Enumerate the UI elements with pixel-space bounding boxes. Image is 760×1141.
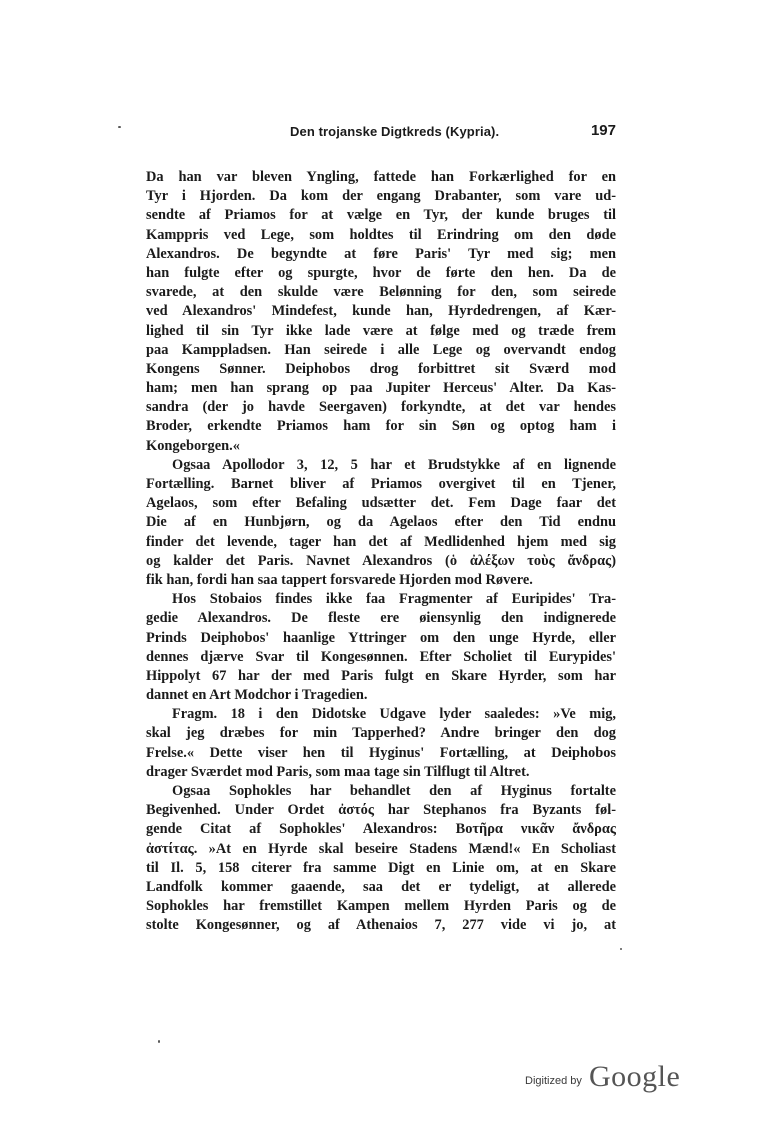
body-text (146, 168, 616, 936)
text-line: paa Kamppladsen. Han seirede i alle Lege og overvandt endog (146, 341, 616, 358)
text-line: finder det levende, tager han det af Medlidenhed hjem med sig (146, 533, 616, 550)
scan-speck (620, 948, 622, 950)
text-line: Kongens Sønner. Deiphobos drog forbittret sit Sværd mod (146, 360, 616, 377)
text-line: fik han, fordi han saa tappert forsvarede Hjorden mod Røvere. (146, 571, 533, 588)
text-line: lighed til sin Tyr ikke lade være at følge med og træde frem (146, 322, 616, 339)
text-line: skal jeg dræbes for min Tapperhed? Andre bringer den dog (146, 725, 616, 742)
text-line: sandra (der jo havde Seergaven) forkyndte, at det var hendes (146, 399, 616, 416)
text-line: ham; men han sprang op paa Jupiter Herceus' Alter. Da Kas- (146, 380, 616, 397)
text-line: han fulgte efter og spurgte, hvor de førte den hen. Da de (146, 264, 616, 281)
text-line: gedie Alexandros. De fleste ere øiensynlig den indignerede (146, 610, 616, 627)
digitized-by-label: Digitized by (525, 1075, 582, 1087)
text-line: Die af en Hunbjørn, og da Agelaos efter den Tid endnu (146, 514, 616, 531)
paragraph-first-line: Ogsaa Apollodor 3, 12, 5 har et Brudstykke af en lignende (172, 456, 616, 473)
text-line: Kongeborgen.« (146, 437, 240, 454)
text-line: Kamppris ved Lege, som holdtes til Erindring om den døde (146, 226, 616, 243)
text-line: Prinds Deiphobos' haanlige Yttringer om den unge Hyrde, eller (146, 629, 616, 646)
scan-speck (118, 126, 121, 128)
text-line: drager Sværdet mod Paris, som maa tage sin Tilflugt til Altret. (146, 763, 530, 780)
text-line: ved Alexandros' Mindefest, kunde han, Hyrdedrengen, af Kær- (146, 303, 616, 320)
scan-speck (158, 1040, 160, 1043)
paragraph-first-line: Ogsaa Sophokles har behandlet den af Hyginus fortalte (172, 783, 616, 799)
text-line: dannet en Art Modchor i Tragedien. (146, 687, 368, 704)
paragraph-first-line: Fragm. 18 i den Didotske Udgave lyder saaledes: »Ve mig, (172, 706, 616, 723)
text-line: gende Citat af Sophokles' Alexandros: Βοτῆρα νικᾶν ἄνδρας (146, 821, 616, 838)
text-line: svarede, at den skulde være Belønning for den, som seirede (146, 284, 616, 301)
digitization-watermark (525, 1058, 695, 1098)
paragraph-first-line: Hos Stobaios findes ikke faa Fragmenter af Euripides' Tra- (172, 591, 616, 608)
text-line: Frelse.« Dette viser hen til Hyginus' Fortælling, at Deiphobos (146, 744, 616, 761)
text-line: Sophokles har fremstillet Kampen mellem Hyrden Paris og de (146, 898, 616, 915)
page-number: 197 (590, 122, 616, 139)
text-line: Hippolyt 67 har der med Paris fulgt en Skare Hyrder, som har (146, 667, 616, 684)
text-line: sendte af Priamos for at vælge en Tyr, der kunde bruges til (146, 207, 616, 224)
text-line: til Il. 5, 158 citerer fra samme Digt en Linie om, at en Skare (146, 859, 616, 876)
page-header (140, 122, 620, 144)
text-line: ἀστίτας. »At en Hyrde skal beseire Stadens Mænd!« En Scholiast (146, 840, 616, 857)
text-line: Agelaos, som efter Befaling udsætter det. Fem Dage faar det (146, 495, 616, 512)
text-line: Landfolk kommer gaaende, saa det er tydeligt, at allerede (146, 878, 616, 895)
text-line: Tyr i Hjorden. Da kom der engang Drabanter, som vare ud- (146, 188, 616, 205)
running-title: Den trojanske Digtkreds (Kypria). (290, 124, 500, 139)
text-line: Fortælling. Barnet bliver af Priamos overgivet til en Tjener, (146, 476, 616, 492)
text-line: Broder, erkendte Priamos ham for sin Søn og optog ham i (146, 418, 616, 435)
text-line: Da han var bleven Yngling, fattede han Forkærlighed for en (146, 169, 616, 185)
text-line: Begivenhed. Under Ordet ἀστός har Stephanos fra Byzants føl- (146, 802, 616, 819)
text-line: Alexandros. De begyndte at føre Paris' Tyr med sig; men (146, 245, 616, 262)
text-line: og kalder det Paris. Navnet Alexandros (ὁ ἀλέξων τοὺς ἄνδρας) (146, 552, 616, 569)
google-logo: Google (589, 1060, 681, 1093)
text-line: stolte Kongesønner, og af Athenaios 7, 277 vide vi jo, at (146, 917, 616, 934)
text-line: dennes djærve Svar til Kongesønnen. Efter Scholiet til Eurypides' (146, 648, 616, 665)
